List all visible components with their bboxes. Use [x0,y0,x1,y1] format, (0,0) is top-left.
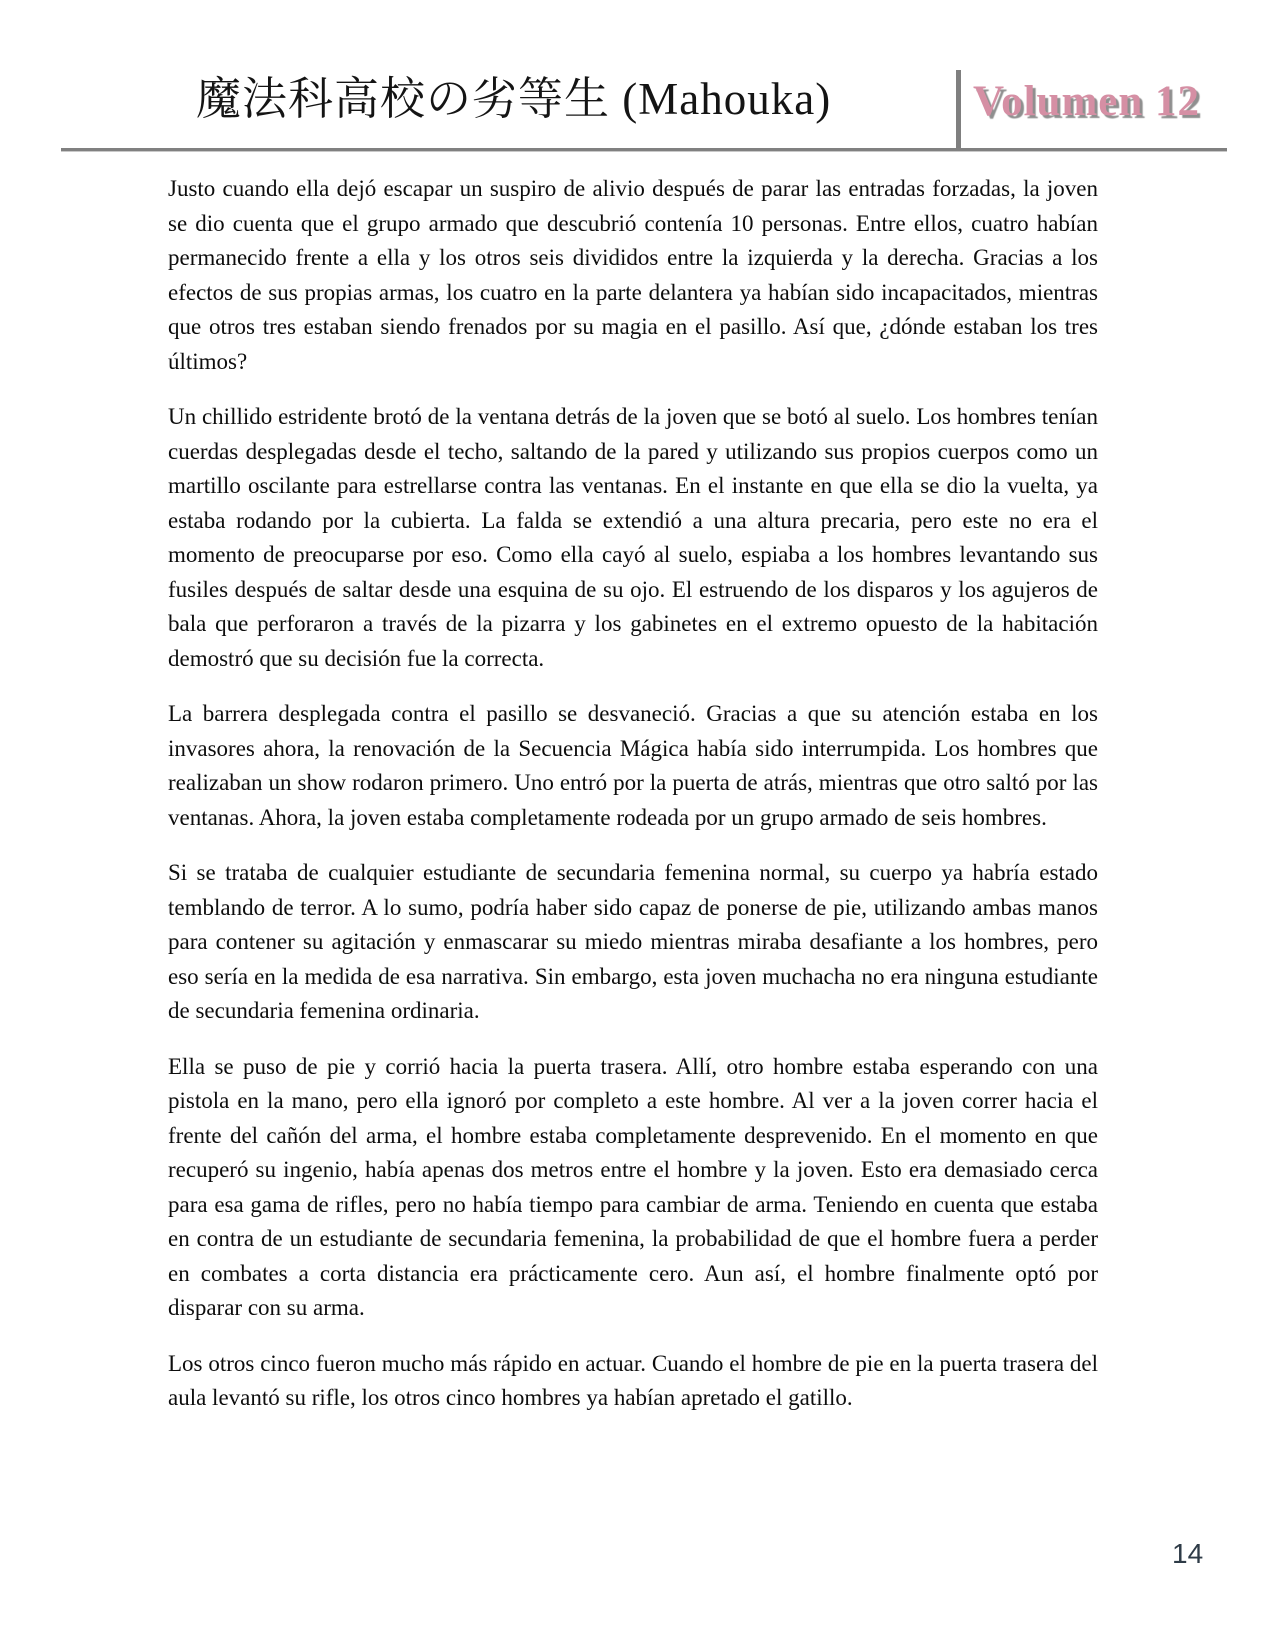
paragraph: Ella se puso de pie y corrió hacia la puerta trasera. Allí, otro hombre estaba esperando con una pistola en la mano, pero ella ignoró por completo a este hombre. Al ver a la joven correr hacia el frente del cañón del arma, el hombre estaba completamente desprevenido. En el momento en que recuperó su ingenio, había apenas dos metros entre el hombre y la joven. Esto era demasiado cerca para esa gama de rifles, pero no había tiempo para cambiar de arma. Teniendo en cuenta que estaba en contra de un estudiante de secundaria femenina, la probabilidad de que el hombre fuera a perder en combates a corta distancia era prácticamente cero. Aun así, el hombre finalmente optó por disparar con su arma. [168,1053,1098,1320]
paragraph: La barrera desplegada contra el pasillo se desvaneció. Gracias a que su atención estaba en los invasores ahora, la renovación de la Secuencia Mágica había sido interrumpida. Los hombres que realizaban un show rodaron primero. Uno entró por la puerta de atrás, mientras que otro saltó por las ventanas. Ahora, la joven estaba completamente rodeada por un grupo armado de seis hombres. [168,701,1098,830]
document-title: 魔法科高校の劣等生 (Mahouka) [196,74,832,124]
volume-label: Volumen 12 [973,78,1201,125]
header-rule [61,148,1227,152]
page-number: 14 [1172,1538,1204,1569]
paragraph: Justo cuando ella dejó escapar un suspiro de alivio después de parar las entradas forzadas, la joven se dio cuenta que el grupo armado que descubrió contenía 10 personas. Entre ellos, cuatro habían permanecido frente a ella y los otros seis divididos entre la izquierda y la derecha. Gracias a los efectos de sus propias armas, los cuatro en la parte delantera ya habían sido incapacitados, mientras que otros tres estaban siendo frenados por su magia en el pasillo. Así que, ¿dónde estaban los tres últimos? [168,176,1098,374]
paragraph: Los otros cinco fueron mucho más rápido en actuar. Cuando el hombre de pie en la puerta trasera del aula levantó su rifle, los otros cinco hombres ya habían apretado el gatillo. [168,1350,1098,1410]
body-text [168,172,1098,1437]
paragraph: Un chillido estridente brotó de la ventana detrás de la joven que se botó al suelo. Los hombres tenían cuerdas desplegadas desde el techo, saltando de la pared y utilizando sus propios cuerpos como un martillo oscilante para estrellarse contra las ventanas. En el instante en que ella se dio la vuelta, ya estaba rodando por la cubierta. La falda se extendió a una altura precaria, pero este no era el momento de preocuparse por eso. Como ella cayó al suelo, espiaba a los hombres levantando sus fusiles después de saltar desde una esquina de su ojo. El estruendo de los disparos y los agujeros de bala que perforaron a través de la pizarra y los gabinetes en el extremo opuesto de la habitación demostró que su decisión fue la correcta. [168,404,1098,671]
paragraph: Si se trataba de cualquier estudiante de secundaria femenina normal, su cuerpo ya habría estado temblando de terror. A lo sumo, podría haber sido capaz de ponerse de pie, utilizando ambas manos para contener su agitación y enmascarar su miedo mientras miraba desafiante a los hombres, pero eso sería en la medida de esa narrativa. Sin embargo, esta joven muchacha no era ninguna estudiante de secundaria femenina ordinaria. [168,860,1098,1023]
header-divider-bar [956,70,961,151]
